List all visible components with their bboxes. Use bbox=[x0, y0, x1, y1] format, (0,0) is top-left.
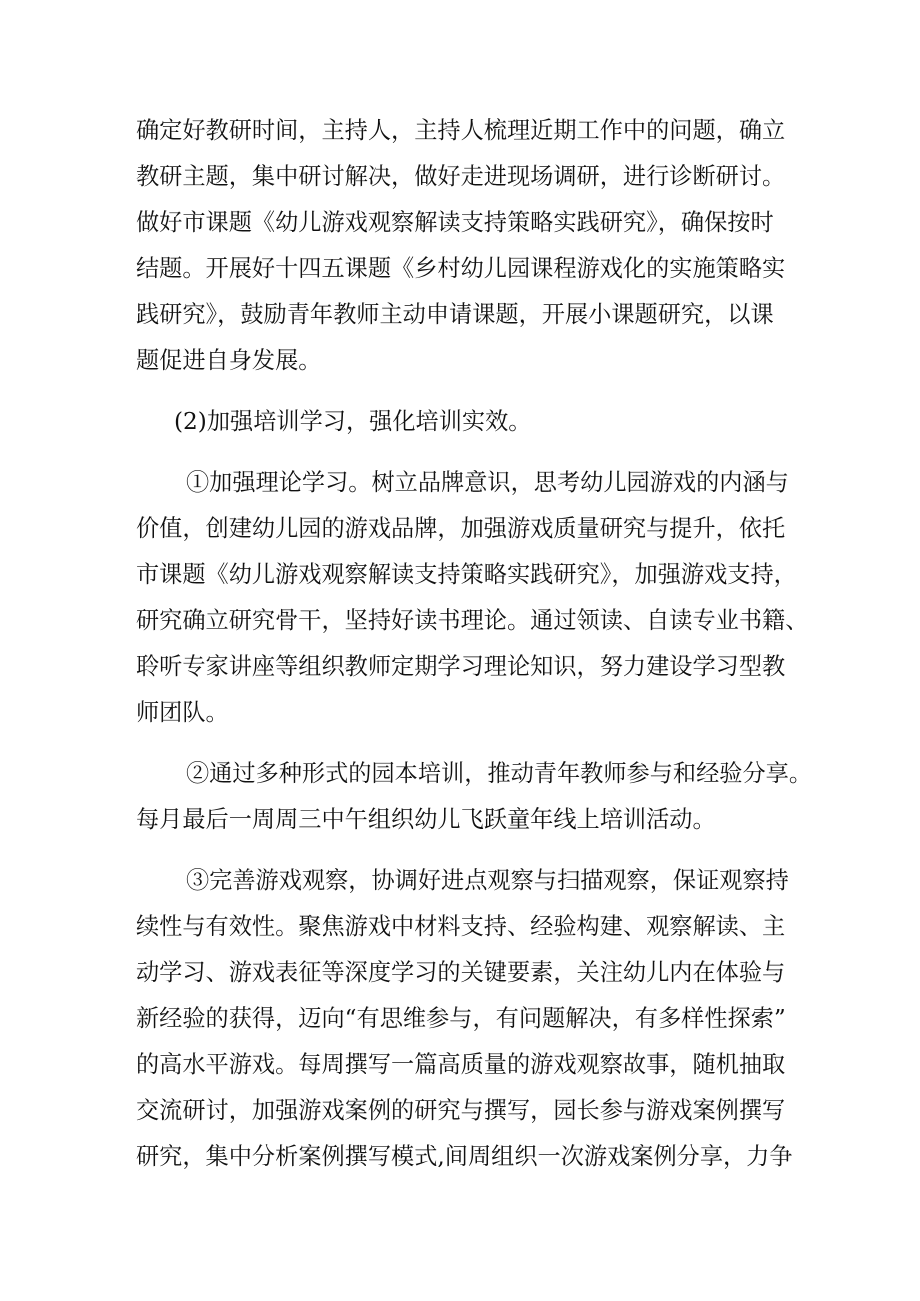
text-line: ①加强理论学习。树立品牌意识，思考幼儿园游戏的内涵与 bbox=[186, 469, 789, 496]
text-line: 每月最后一周周三中午组织幼儿飞跃童年线上培训活动。 bbox=[136, 806, 716, 833]
paragraph-spacer bbox=[136, 736, 804, 751]
text-line: 聆听专家讲座等组织教师定期学习理论知识，努力建设学习型教 bbox=[136, 653, 786, 680]
text-line: 做好市课题《幼儿游戏观察解读支持策略实践研究》，确保按时 bbox=[136, 209, 774, 236]
text-line: 师团队。 bbox=[136, 699, 229, 726]
paragraph-spacer bbox=[136, 445, 804, 460]
text-line: 研究，集中分析案例撰写模式,间周组织一次游戏案例分享，力争 bbox=[136, 1143, 793, 1170]
paragraph-spacer bbox=[136, 384, 804, 399]
text-line: 教研主题，集中研讨解决，做好走进现场调研，进行诊断研讨。 bbox=[136, 163, 786, 190]
text-line: 践研究》，鼓励青年教师主动申请课题，开展小课题研究，以课 bbox=[136, 301, 774, 328]
paragraph-school-training bbox=[136, 751, 813, 843]
text-line: 确定好教研时间，主持人，主持人梳理近期工作中的问题，确立 bbox=[136, 117, 786, 144]
paragraph-game-observation bbox=[136, 858, 804, 1180]
paragraph-theory-study bbox=[136, 460, 809, 736]
text-line: 价值，创建幼儿园的游戏品牌，加强游戏质量研究与提升，依托 bbox=[136, 515, 786, 542]
text-line: 题促进自身发展。 bbox=[136, 347, 322, 374]
text-line: 市课题《幼儿游戏观察解读支持策略实践研究》，加强游戏支持， bbox=[136, 561, 797, 588]
text-line: 的高水平游戏。每周撰写一篇高质量的游戏观察故事，随机抽取 bbox=[136, 1051, 786, 1078]
text-line: 动学习、游戏表征等深度学习的关键要素，关注幼儿内在体验与 bbox=[136, 959, 786, 986]
text-line: ③完善游戏观察，协调好进点观察与扫描观察，保证观察持 bbox=[186, 867, 789, 894]
section-heading: (2)加强培训学习，强化培训实效。 bbox=[174, 408, 532, 435]
paragraph-spacer bbox=[136, 843, 804, 858]
text-line: 续性与有效性。聚焦游戏中材料支持、经验构建、观察解读、主 bbox=[136, 913, 786, 940]
paragraph-research-topics bbox=[136, 108, 804, 384]
text-line: 研究确立研究骨干，坚持好读书理论。通过领读、自读专业书籍、 bbox=[136, 607, 809, 634]
text-line: ②通过多种形式的园本培训，推动青年教师参与和经验分享。 bbox=[186, 760, 813, 787]
text-line: 结题。开展好十四五课题《乡村幼儿园课程游戏化的实施策略实 bbox=[136, 255, 786, 282]
text-line: 新经验的获得，迈向“有思维参与，有问题解决，有多样性探索” bbox=[136, 1005, 786, 1032]
text-line: 交流研讨，加强游戏案例的研究与撰写，园长参与游戏案例撰写 bbox=[136, 1097, 786, 1124]
document-body bbox=[136, 108, 813, 1180]
